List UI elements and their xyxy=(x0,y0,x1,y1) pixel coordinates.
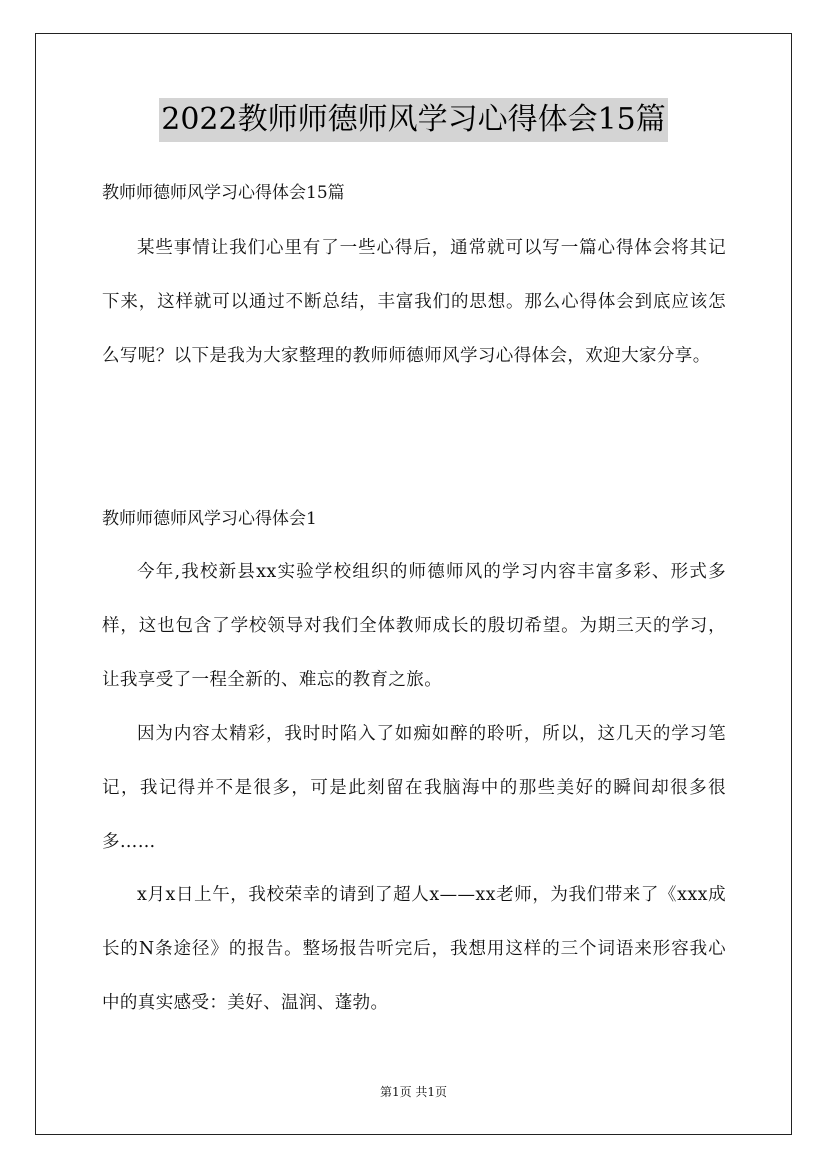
page-footer: 第1页 共1页 xyxy=(379,1085,448,1099)
body-paragraph: 今年,我校新县xx实验学校组织的师德师风的学习内容丰富多彩、形式多样，这也包含了学校领导对我们全体教师成长的殷切希望。为期三天的学习，让我享受了一程全新的、难忘的教育之旅。 xyxy=(102,562,726,690)
section-heading: 教师师德师风学习心得体会1 xyxy=(102,509,317,529)
intro-paragraph: 某些事情让我们心里有了一些心得后，通常就可以写一篇心得体会将其记下来，这样就可以通过不断总结，丰富我们的思想。那么心得体会到底应该怎么写呢？以下是我为大家整理的教师师德师风学习心得体会，欢迎大家分享。 xyxy=(102,238,726,366)
document-title: 2022教师师德师风学习心得体会15篇 xyxy=(159,98,668,142)
document-subtitle: 教师师德师风学习心得体会15篇 xyxy=(102,183,345,203)
body-paragraph: 因为内容太精彩，我时时陷入了如痴如醉的聆听，所以，这几天的学习笔记，我记得并不是很多，可是此刻留在我脑海中的那些美好的瞬间却很多很多…… xyxy=(102,724,726,852)
body-paragraph: x月x日上午，我校荣幸的请到了超人x——xx老师，为我们带来了《xxx成长的N条途径》的报告。整场报告听完后，我想用这样的三个词语来形容我心中的真实感受：美好、温润、蓬勃。 xyxy=(102,885,726,1013)
document-title-block xyxy=(0,98,827,142)
